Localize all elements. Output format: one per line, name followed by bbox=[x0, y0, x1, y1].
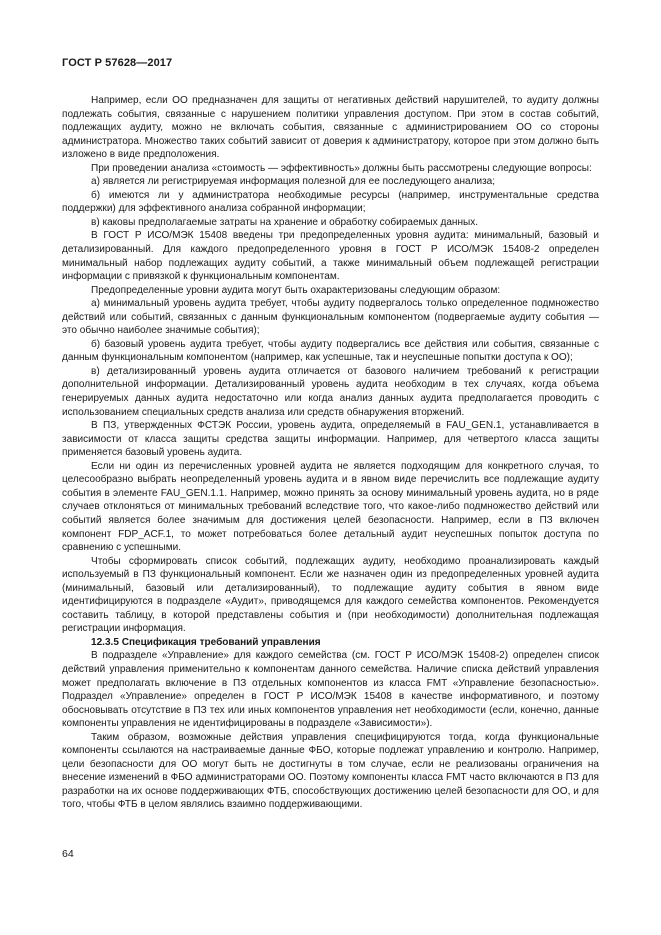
list-item: б) базовый уровень аудита требует, чтобы аудиту подвергались все действия или события, связанные с данным функциональным компонентом (например, как успешные, так и неуспешные попытки доступа к ОО); bbox=[62, 338, 599, 364]
list-item: в) детализированный уровень аудита отличается от базового наличием требований к регистрации дополнительной информации. Детализированный уровень аудита необходим в тех случаях, когда объема генерируемых данных аудита недостаточно или когда анализ данных аудита предполагается проводить с использованием специальных средств анализа или средств обнаружения вторжений. bbox=[62, 365, 599, 418]
paragraph: В ГОСТ Р ИСО/МЭК 15408 введены три предопределенных уровня аудита: минимальный, базовый и детализированный. Для каждого предопределенного уровня в ГОСТ Р ИСО/МЭК 15408-2 определен минимальный набор подлежащих аудиту событий, а также минимальный объем подлежащей регистрации информации с привязкой к функциональным компонентам. bbox=[62, 230, 599, 283]
paragraph: В подразделе «Управление» для каждого семейства (см. ГОСТ Р ИСО/МЭК 15408-2) определен список действий управления применительно к компонентам данного семейства. Наличие списка действий управления может предполагать включение в ПЗ отдельных компонентов из класса FMT «Управление безопасностью». Подраздел «Управление» определен в ГОСТ Р ИСО/МЭК 15408 в качестве информативного, и поэтому обосновывать отсутствие в ПЗ тех или иных компонентов управления нет необходимости (если, конечно, данные компоненты управления не идентифицированы в подразделе «Зависимости»). bbox=[62, 650, 599, 730]
section-heading: 12.3.5 Спецификация требований управления bbox=[91, 636, 321, 648]
document-header: ГОСТ Р 57628—2017 bbox=[62, 57, 173, 69]
list-item: а) минимальный уровень аудита требует, чтобы аудиту подвергалось только определенное подмножество действий или событий, связанных с данным функциональным компонентом (подвергаемые аудиту события — это обычно наиболее значимые события); bbox=[62, 298, 599, 337]
list-item: в) каковы предполагаемые затраты на хранение и обработку собираемых данных. bbox=[91, 216, 479, 228]
paragraph: При проведении анализа «стоимость — эффективность» должны быть рассмотрены следующие вопросы: bbox=[91, 162, 592, 174]
paragraph: В ПЗ, утвержденных ФСТЭК России, уровень аудита, определяемый в FAU_GEN.1, устанавливается в зависимости от класса защиты средства защиты информации. Например, для четвертого класса защиты применяется базовый уровень аудита. bbox=[62, 420, 599, 459]
list-item: а) является ли регистрируемая информация полезной для ее последующего анализа; bbox=[91, 176, 496, 188]
paragraph: Предопределенные уровни аудита могут быть охарактеризованы следующим образом: bbox=[91, 284, 501, 296]
paragraph: Чтобы сформировать список событий, подлежащих аудиту, необходимо проанализировать каждый используемый в ПЗ функциональный компонент. Если же назначен один из предопределенных уровней аудита (минимальный, базовый или детализированный), то подлежащие аудиту события в явном виде идентифицируются в подразделе «Аудит», приводящемся для каждого семейства компонентов. Рекомендуется составить таблицу, в которой представлены события и (при необходимости) дополнительная подлежащая регистрации информация. bbox=[62, 555, 599, 635]
paragraph: Если ни один из перечисленных уровней аудита не является подходящим для конкретного случая, то целесообразно выбрать неопределенный уровень аудита и в явном виде перечислить все подлежащие аудиту события в элементе FAU_GEN.1.1. Например, можно принять за основу минимальный уровень аудита, но в ряде случаев отклоняться от минимальных требований вследствие того, что какое-либо подмножество действий или событий является более значимым для достижения целей безопасности. Например, если в ПЗ включен компонент FDP_ACF.1, то может потребоваться более детальный аудит неуспешных попыток доступа по сравнению с успешными. bbox=[62, 460, 599, 554]
document-body bbox=[62, 94, 599, 812]
list-item: б) имеются ли у администратора необходимые ресурсы (например, инструментальные средства поддержки) для эффективного анализа собранной информации; bbox=[62, 189, 599, 215]
paragraph: Таким образом, возможные действия управления специфицируются тогда, когда функциональные компоненты ссылаются на настраиваемые данные ФБО, которые подлежат управлению и контролю. Например, цели безопасности для ОО могут быть не достигнуты в том случае, если не реализованы ограничения на внесение изменений в ФБО администраторами ОО. Поэтому компоненты класса FMT часто включаются в ПЗ для разработки на их основе поддерживающих ФТБ, способствующих достижению целей безопасности для ОО, и для того, чтобы ФТБ в целом являлись взаимно поддерживающими. bbox=[62, 731, 599, 811]
paragraph: Например, если ОО предназначен для защиты от негативных действий нарушителей, то аудиту должны подлежать события, связанные с нарушением политики управления доступом. При этом в состав событий, подлежащих аудиту, можно не включать события, связанные с администрированием ОО со стороны администратора. Множество таких событий зависит от доверия к администратору, которое при этом должно быть изложено в виде предположения. bbox=[62, 95, 599, 161]
page-number: 64 bbox=[62, 848, 74, 860]
